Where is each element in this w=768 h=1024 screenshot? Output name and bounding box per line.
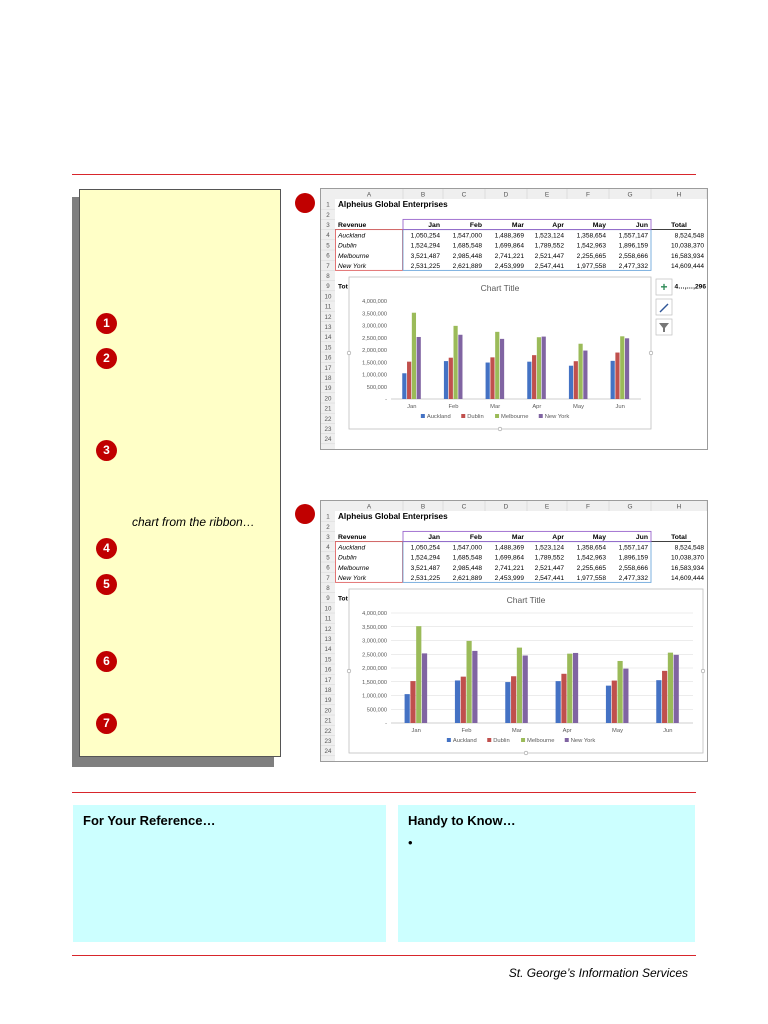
- data-cell: 1,896,159: [618, 242, 648, 250]
- row-number: 14: [324, 646, 332, 654]
- bar-dublin: [532, 355, 536, 399]
- bar-auckland: [455, 680, 460, 723]
- x-tick-label: Jun: [663, 728, 673, 734]
- x-tick-label: Apr: [532, 404, 542, 410]
- y-tick-label: 4,000,000: [362, 299, 387, 306]
- bar-new-york: [500, 339, 504, 399]
- bar-melbourne: [579, 344, 583, 399]
- city-label: Melbourne: [338, 564, 370, 572]
- data-cell: 1,699,864: [494, 554, 524, 562]
- row-number: 9: [326, 595, 330, 603]
- data-cell: 1,524,294: [410, 554, 440, 562]
- row-number: 1: [326, 513, 330, 521]
- x-tick-label: Jan: [411, 728, 421, 734]
- y-tick-label: -: [385, 397, 387, 404]
- bar-dublin: [461, 677, 466, 723]
- city-label: Auckland: [338, 232, 366, 240]
- month-header: Jun: [635, 222, 648, 230]
- legend-label: Dublin: [493, 738, 510, 744]
- bar-dublin: [449, 358, 453, 399]
- column-letter: G: [627, 191, 633, 199]
- step-number-1: 1: [96, 313, 117, 334]
- legend-swatch: [487, 738, 491, 742]
- row-number: 13: [324, 636, 332, 643]
- row-number: 12: [324, 313, 332, 321]
- month-header: May: [592, 534, 606, 542]
- middle-rule: [72, 792, 696, 793]
- bar-melbourne: [495, 332, 499, 399]
- y-tick-label: 4,000,000: [362, 611, 387, 618]
- x-tick-label: Mar: [511, 728, 522, 734]
- x-tick-label: Apr: [562, 728, 572, 734]
- row-number: 3: [326, 222, 330, 229]
- column-letter: G: [627, 503, 633, 511]
- total-cell: 10,038,370: [670, 554, 704, 562]
- total-header: Total: [671, 534, 687, 542]
- data-cell: 1,685,548: [452, 554, 482, 562]
- column-letter: C: [461, 191, 467, 199]
- data-cell: 2,558,666: [618, 252, 648, 260]
- bar-melbourne: [416, 626, 421, 723]
- row-number: 22: [324, 727, 332, 735]
- column-letter: D: [503, 503, 509, 511]
- month-header: Apr: [552, 534, 564, 542]
- step-number-7: 7: [96, 713, 117, 734]
- bar-auckland: [656, 680, 661, 723]
- row-number: 20: [324, 395, 332, 403]
- handy-bullet: •: [408, 835, 413, 850]
- y-tick-label: 500,000: [366, 707, 387, 714]
- row-number: 14: [324, 334, 332, 342]
- data-cell: 1,523,124: [534, 544, 564, 552]
- y-tick-label: 2,500,000: [362, 652, 387, 659]
- data-cell: 1,524,294: [410, 242, 440, 250]
- data-cell: 3,521,487: [410, 252, 440, 260]
- legend-label: New York: [544, 414, 570, 420]
- y-tick-label: 2,000,000: [362, 348, 387, 355]
- data-cell: 1,685,548: [452, 242, 482, 250]
- chart-handle: [498, 427, 502, 431]
- bar-dublin: [511, 676, 516, 723]
- x-tick-label: May: [573, 404, 584, 410]
- bar-new-york: [458, 335, 462, 399]
- row-number: 12: [324, 625, 332, 633]
- data-cell: 1,358,654: [576, 232, 606, 240]
- revenue-label: Revenue: [338, 534, 367, 542]
- data-cell: 2,547,441: [534, 575, 564, 582]
- data-cell: 1,547,000: [452, 232, 482, 240]
- bar-dublin: [490, 357, 494, 399]
- data-cell: 1,896,159: [618, 554, 648, 562]
- row-number: 24: [324, 748, 332, 756]
- row-number: 8: [326, 585, 330, 592]
- row-number: 5: [326, 242, 330, 250]
- row-number: 3: [326, 534, 330, 541]
- row-number: 10: [324, 293, 332, 301]
- data-cell: 2,621,889: [452, 263, 482, 270]
- row9-label: Tot: [338, 283, 348, 291]
- row-number: 21: [324, 717, 332, 725]
- data-cell: 1,050,254: [410, 544, 440, 552]
- y-tick-label: 2,000,000: [362, 666, 387, 673]
- month-header: Jan: [428, 222, 440, 230]
- row-number: 1: [326, 201, 330, 209]
- plus-icon: +: [660, 280, 668, 294]
- bar-auckland: [444, 361, 448, 399]
- reference-box: [73, 805, 386, 942]
- bar-dublin: [612, 681, 617, 723]
- bar-auckland: [505, 682, 510, 723]
- spreadsheet-screenshot-1: [320, 188, 708, 450]
- row-number: 15: [324, 656, 332, 664]
- bar-new-york: [583, 351, 587, 399]
- data-cell: 2,558,666: [618, 564, 648, 572]
- row-number: 5: [326, 554, 330, 562]
- data-cell: 2,453,999: [494, 263, 524, 270]
- data-cell: 1,977,558: [576, 575, 606, 582]
- total-cell: 10,038,370: [670, 242, 704, 250]
- bar-auckland: [569, 366, 573, 399]
- city-label: New York: [338, 263, 367, 270]
- y-tick-label: 1,000,000: [362, 372, 387, 379]
- revenue-label: Revenue: [338, 222, 367, 230]
- row-number: 11: [324, 303, 332, 311]
- bar-melbourne: [517, 648, 522, 723]
- bar-melbourne: [537, 337, 541, 399]
- column-letter: H: [676, 503, 682, 511]
- x-tick-label: Feb: [448, 404, 459, 410]
- x-tick-label: Feb: [461, 728, 472, 734]
- column-letter: D: [503, 191, 509, 199]
- data-cell: 2,521,447: [534, 564, 564, 572]
- chart-handle: [649, 351, 653, 355]
- row-number: 4: [326, 232, 330, 240]
- bar-auckland: [405, 694, 410, 723]
- legend-swatch: [447, 738, 451, 742]
- row-number: 6: [326, 564, 330, 572]
- legend-swatch: [565, 738, 569, 742]
- chart-handle: [347, 669, 351, 673]
- legend-label: Dublin: [467, 414, 484, 420]
- legend-swatch: [521, 738, 525, 742]
- row9-label: Tot: [338, 595, 348, 603]
- y-tick-label: 3,500,000: [362, 624, 387, 631]
- bar-auckland: [486, 363, 490, 399]
- row-number: 4: [326, 544, 330, 552]
- chart-title: Chart Title: [506, 595, 546, 605]
- sheet-title: Alpheius Global Enterprises: [338, 200, 448, 209]
- bar-new-york: [422, 653, 427, 723]
- city-label: Auckland: [338, 544, 366, 552]
- total-cell: 14,609,444: [670, 575, 704, 582]
- data-cell: 2,477,332: [618, 263, 648, 270]
- row-number: 9: [326, 283, 330, 291]
- bar-melbourne: [467, 641, 472, 723]
- column-header-band: [321, 189, 707, 199]
- data-cell: 1,557,147: [618, 232, 648, 240]
- step-number-5: 5: [96, 574, 117, 595]
- data-cell: 2,531,225: [410, 263, 440, 270]
- bar-auckland: [606, 686, 611, 723]
- bar-melbourne: [618, 661, 623, 723]
- city-label: Dublin: [338, 242, 357, 250]
- row-number: 6: [326, 252, 330, 260]
- bar-new-york: [674, 655, 679, 723]
- row-number: 16: [324, 666, 332, 674]
- chart-handle: [347, 351, 351, 355]
- data-cell: 2,531,225: [410, 575, 440, 582]
- data-cell: 1,557,147: [618, 544, 648, 552]
- bar-dublin: [561, 674, 566, 723]
- y-tick-label: 3,500,000: [362, 311, 387, 318]
- column-header-band: [321, 501, 707, 511]
- legend-label: New York: [570, 738, 596, 744]
- row-number: 7: [326, 574, 330, 582]
- total-cell: 16,583,934: [670, 252, 704, 260]
- column-letter: B: [420, 191, 426, 199]
- column-letter: H: [676, 191, 682, 199]
- data-cell: 2,741,221: [494, 252, 524, 260]
- row-number: 2: [326, 523, 330, 531]
- row-number: 18: [324, 375, 332, 382]
- x-tick-label: May: [612, 728, 623, 734]
- row-number: 19: [324, 385, 332, 393]
- data-cell: 2,453,999: [494, 575, 524, 582]
- spreadsheet-screenshot-2: [320, 500, 708, 762]
- row-number: 15: [324, 344, 332, 352]
- month-header: May: [592, 222, 606, 230]
- bar-new-york: [523, 656, 528, 723]
- bar-melbourne: [454, 326, 458, 399]
- screenshot-marker-1: [295, 193, 315, 213]
- bar-new-york: [573, 653, 578, 723]
- legend-label: Auckland: [426, 414, 451, 420]
- legend-label: Melbourne: [501, 414, 529, 420]
- data-cell: 1,542,963: [576, 554, 606, 562]
- bar-dublin: [407, 362, 411, 399]
- chart-styles-button: [656, 299, 672, 315]
- row-number: 17: [324, 676, 332, 684]
- data-cell: 1,050,254: [410, 232, 440, 240]
- bar-new-york: [417, 337, 421, 399]
- bar-auckland: [611, 361, 615, 399]
- column-letter: F: [586, 503, 590, 511]
- x-tick-label: Jun: [615, 404, 625, 410]
- data-cell: 1,789,552: [534, 242, 564, 250]
- row-number: 2: [326, 211, 330, 219]
- bar-melbourne: [620, 336, 624, 399]
- data-cell: 2,985,448: [452, 252, 482, 260]
- row9-total: 4…,…,296: [674, 283, 706, 291]
- bar-dublin: [615, 353, 619, 399]
- city-label: Dublin: [338, 554, 357, 562]
- column-letter: E: [544, 191, 550, 199]
- row-number: 18: [324, 687, 332, 694]
- legend-swatch: [539, 414, 543, 418]
- data-cell: 3,521,487: [410, 564, 440, 572]
- row-number: 13: [324, 324, 332, 331]
- legend-swatch: [421, 414, 425, 418]
- chart-handle: [524, 751, 528, 755]
- month-header: Feb: [469, 534, 482, 542]
- bar-auckland: [556, 681, 561, 723]
- y-tick-label: 1,500,000: [362, 679, 387, 686]
- row-number: 21: [324, 405, 332, 413]
- column-letter: F: [586, 191, 590, 199]
- y-tick-label: 2,500,000: [362, 335, 387, 342]
- row-number: 11: [324, 615, 332, 623]
- data-cell: 2,741,221: [494, 564, 524, 572]
- month-header: Apr: [552, 222, 564, 230]
- month-header: Jun: [635, 534, 648, 542]
- sheet-svg: [321, 501, 707, 761]
- row-number: 23: [324, 738, 332, 745]
- y-tick-label: 500,000: [366, 384, 387, 391]
- step-number-4: 4: [96, 538, 117, 559]
- bar-melbourne: [567, 654, 572, 723]
- row-number: 16: [324, 354, 332, 362]
- bar-melbourne: [412, 313, 416, 399]
- total-cell: 16,583,934: [670, 564, 704, 572]
- bar-auckland: [527, 362, 531, 399]
- footer-text: St. George’s Information Services: [508, 966, 688, 980]
- row-number: 23: [324, 426, 332, 433]
- y-tick-label: 1,500,000: [362, 360, 387, 367]
- total-cell: 8,524,548: [674, 232, 704, 240]
- data-cell: 2,547,441: [534, 263, 564, 270]
- bar-dublin: [410, 681, 415, 723]
- legend-label: Auckland: [452, 738, 477, 744]
- handy-title: Handy to Know…: [408, 813, 516, 828]
- panel-instruction-text: chart from the ribbon…: [132, 515, 255, 529]
- month-header: Mar: [511, 534, 524, 542]
- chart-title: Chart Title: [480, 283, 520, 293]
- bar-new-york: [623, 669, 628, 723]
- steps-panel: [79, 189, 281, 757]
- month-header: Feb: [469, 222, 482, 230]
- handy-box: [398, 805, 695, 942]
- sheet-title: Alpheius Global Enterprises: [338, 512, 448, 521]
- bar-new-york: [625, 338, 629, 399]
- data-cell: 2,255,665: [576, 252, 606, 260]
- legend-swatch: [495, 414, 499, 418]
- bar-new-york: [472, 651, 477, 723]
- row-number: 10: [324, 605, 332, 613]
- step-number-6: 6: [96, 651, 117, 672]
- y-tick-label: 1,000,000: [362, 693, 387, 700]
- bar-auckland: [402, 373, 406, 399]
- y-tick-label: 3,000,000: [362, 323, 387, 330]
- step-number-3: 3: [96, 440, 117, 461]
- data-cell: 1,358,654: [576, 544, 606, 552]
- column-letter: A: [366, 503, 372, 511]
- data-cell: 2,621,889: [452, 575, 482, 582]
- column-letter: B: [420, 503, 426, 511]
- data-cell: 2,477,332: [618, 575, 648, 582]
- column-letter: C: [461, 503, 467, 511]
- city-label: Melbourne: [338, 252, 370, 260]
- bar-dublin: [662, 671, 667, 723]
- data-cell: 1,547,000: [452, 544, 482, 552]
- reference-title: For Your Reference…: [83, 813, 216, 828]
- month-header: Mar: [511, 222, 524, 230]
- x-tick-label: Jan: [407, 404, 417, 410]
- screenshot-marker-2: [295, 504, 315, 524]
- data-cell: 2,521,447: [534, 252, 564, 260]
- total-cell: 14,609,444: [670, 263, 704, 270]
- data-cell: 2,255,665: [576, 564, 606, 572]
- data-cell: 2,985,448: [452, 564, 482, 572]
- chart-handle: [701, 669, 705, 673]
- legend-label: Melbourne: [527, 738, 555, 744]
- data-cell: 1,488,369: [494, 232, 524, 240]
- data-cell: 1,789,552: [534, 554, 564, 562]
- data-cell: 1,699,864: [494, 242, 524, 250]
- sheet-svg: [321, 189, 707, 449]
- total-header: Total: [671, 222, 687, 230]
- bar-melbourne: [668, 653, 673, 723]
- row-number: 8: [326, 273, 330, 280]
- bar-dublin: [574, 361, 578, 399]
- city-label: New York: [338, 575, 367, 582]
- row-number: 22: [324, 415, 332, 423]
- y-tick-label: 3,000,000: [362, 638, 387, 645]
- row-number: 7: [326, 262, 330, 270]
- data-cell: 1,523,124: [534, 232, 564, 240]
- data-cell: 1,977,558: [576, 263, 606, 270]
- data-cell: 1,542,963: [576, 242, 606, 250]
- data-cell: 1,488,369: [494, 544, 524, 552]
- column-letter: E: [544, 503, 550, 511]
- legend-swatch: [461, 414, 465, 418]
- x-tick-label: Mar: [490, 404, 501, 410]
- month-header: Jan: [428, 534, 440, 542]
- bar-new-york: [542, 337, 546, 399]
- row-number: 20: [324, 707, 332, 715]
- bottom-rule: [72, 955, 696, 956]
- row-number: 19: [324, 697, 332, 705]
- top-rule: [72, 174, 696, 175]
- row-number: 24: [324, 436, 332, 444]
- y-tick-label: -: [385, 721, 387, 728]
- column-letter: A: [366, 191, 372, 199]
- row-number: 17: [324, 364, 332, 372]
- step-number-2: 2: [96, 348, 117, 369]
- total-cell: 8,524,548: [674, 544, 704, 552]
